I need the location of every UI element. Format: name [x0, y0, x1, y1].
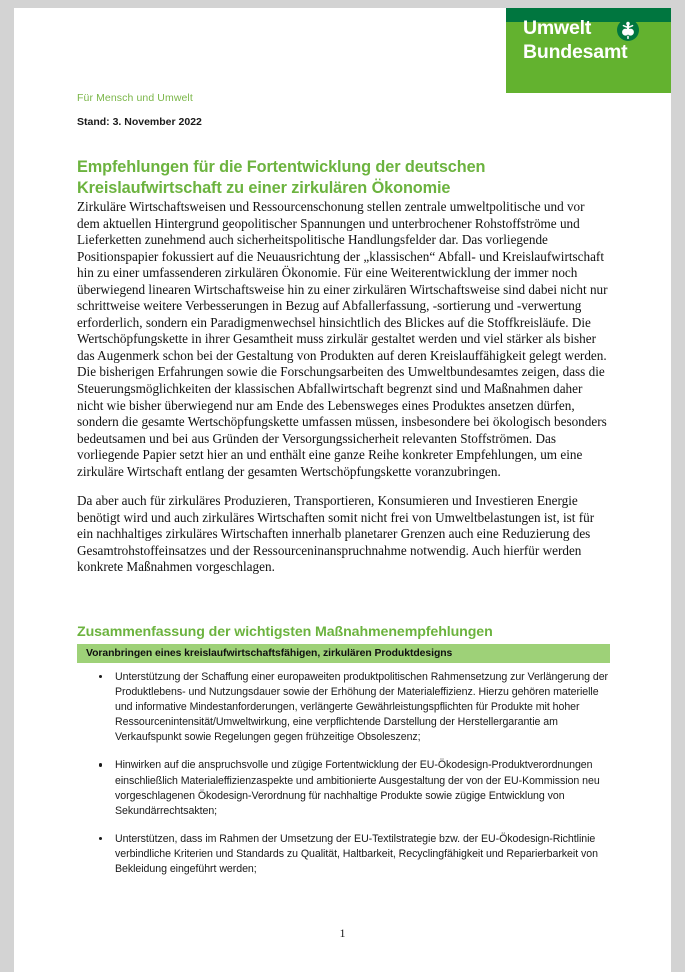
- section-heading: Zusammenfassung der wichtigsten Maßnahmenempfehlungen: [77, 623, 493, 640]
- list-item-text: Unterstützung der Schaffung einer europaweiten produktpolitischen Rahmensetzung zur Verlängerung der Produktlebens- und Nutzungsdauer sowie der Erhöhung der Materialeffizienz. Hierzu gehören materielle und informative Mindestanforderungen, verlängerte Gewährleistungspflichten für Produkte mit hoher Ressourcenintensität/Umweltwirkung, eine verpflichtende Darstellung der Herstellergarantie am Verkaufspunkt sowie Regelungen gegen frühzeitige Obsoleszenz;: [115, 671, 609, 744]
- recommendation-list: [77, 670, 617, 890]
- document-date: Stand: 3. November 2022: [77, 116, 202, 128]
- page-title-line-2: Kreislaufwirtschaft zu einer zirkulären Ökonomie: [77, 178, 451, 197]
- bullet-dot-icon: [99, 837, 102, 840]
- list-item-text: Unterstützen, dass im Rahmen der Umsetzung der EU-Textilstrategie bzw. der EU-Ökodesign-Richtlinie verbindliche Kriterien und Standards zu Qualität, Haltbarkeit, Recyclingfähigkeit und Reparierbarkeit von Bekleidung eingeführt werden;: [115, 832, 598, 876]
- document-page: [14, 8, 671, 972]
- logo-line-2: Bundesamt: [523, 41, 628, 63]
- paragraph-2: Da aber auch für zirkuläres Produzieren, Transportieren, Konsumieren und Investieren Energie benötigt wird und auch zirkuläres Wirtschaften somit nicht frei von Umweltbelastungen ist, ist für ein nachhaltiges zirkuläres Wirtschaften innerhalb planetarer Grenzen auch eine Reduzierung des Gesamtrohstoffeinsatzes und der Ressourceninanspruchnahme notwendig. Auch hierfür werden konkrete Maßnahmen vorgeschlagen.: [77, 493, 595, 575]
- logo-line-1: Umwelt: [523, 17, 592, 39]
- list-item: [77, 670, 617, 745]
- list-item: [77, 758, 617, 818]
- list-item: [77, 832, 617, 877]
- bullet-dot-icon: [99, 763, 102, 766]
- uba-logo: [506, 8, 671, 93]
- logo-wordmark: [523, 16, 627, 64]
- bullet-dot-icon: [99, 675, 102, 678]
- page-title-line-1: Empfehlungen für die Fortentwicklung der deutschen: [77, 157, 486, 176]
- page-title: [77, 157, 577, 199]
- uba-tree-circle-icon: [617, 19, 639, 41]
- intro-body: [77, 199, 610, 589]
- page-number: 1: [339, 926, 346, 940]
- subsection-banner: Voranbringen eines kreislaufwirtschaftsfähigen, zirkulären Produktdesigns: [77, 644, 610, 663]
- paragraph-1: Zirkuläre Wirtschaftsweisen und Ressourcenschonung stellen zentrale umweltpolitische und vor dem aktuellen Hintergrund geopolitischer Spannungen und unterbrochener Rohstoffströme und Lieferketten zunehmend auch sicherheitspolitische Handlungsfelder dar. Das vorliegende Positionspapier fokussiert auf die Neuausrichtung der „klassischen“ Abfall- und Kreislaufwirtschaft hin zu einer umfassenderen zirkulären Ökonomie. Für eine Weiterentwicklung der immer noch überwiegend linearen Wirtschaftsweise hin zu einer zirkulären Wirtschaftsweise sind dabei nicht nur schrittweise weitere Verbesserungen in Bezug auf Abfallerfassung, -sortierung und -verwertung erforderlich, sondern ein Paradigmenwechsel hinsichtlich des Blickes auf die Stoffkreisläufe. Die Wertschöpfungskette in ihrer Gesamtheit muss zirkulär gestaltet werden und viel stärker als bisher das Augenmerk schon bei der Gestaltung von Produkten auf deren Kreislauffähigkeit gelegt werden. Die bisherigen Erfahrungen sowie die Forschungsarbeiten des Umweltbundesamtes zeigen, dass die Steuerungsmöglichkeiten der klassischen Abfallwirtschaft begrenzt sind und Maßnahmen daher nicht wie bisher überwiegend nur am Ende des Lebensweges eines Produktes ansetzen dürfen, sondern die gesamte Wertschöpfungskette umfassen müssen, insbesondere bei ökologisch besonders bedeutsamen und bei aus Gründen der Versorgungssicherheit relevanten Stoffströmen. Das vorliegende Papier setzt hier an und enthält eine ganze Reihe konkreter Empfehlungen, um eine zirkuläre Wirtschaft entlang der gesamten Wertschöpfungskette voranzubringen.: [77, 199, 608, 479]
- list-item-text: Hinwirken auf die anspruchsvolle und zügige Fortentwicklung der EU-Ökodesign-Produktverordnungen einschließlich Materialeffizienzaspekte und ambitionierte Ausgestaltung der von der EU-Kommission neu vorgeschlagenen Ökodesign-Verordnung für nachhaltige Produkte sowie zügige Entwicklung von Sekundärrechtsakten;: [115, 759, 600, 817]
- claim-tagline: Für Mensch und Umwelt: [77, 92, 193, 104]
